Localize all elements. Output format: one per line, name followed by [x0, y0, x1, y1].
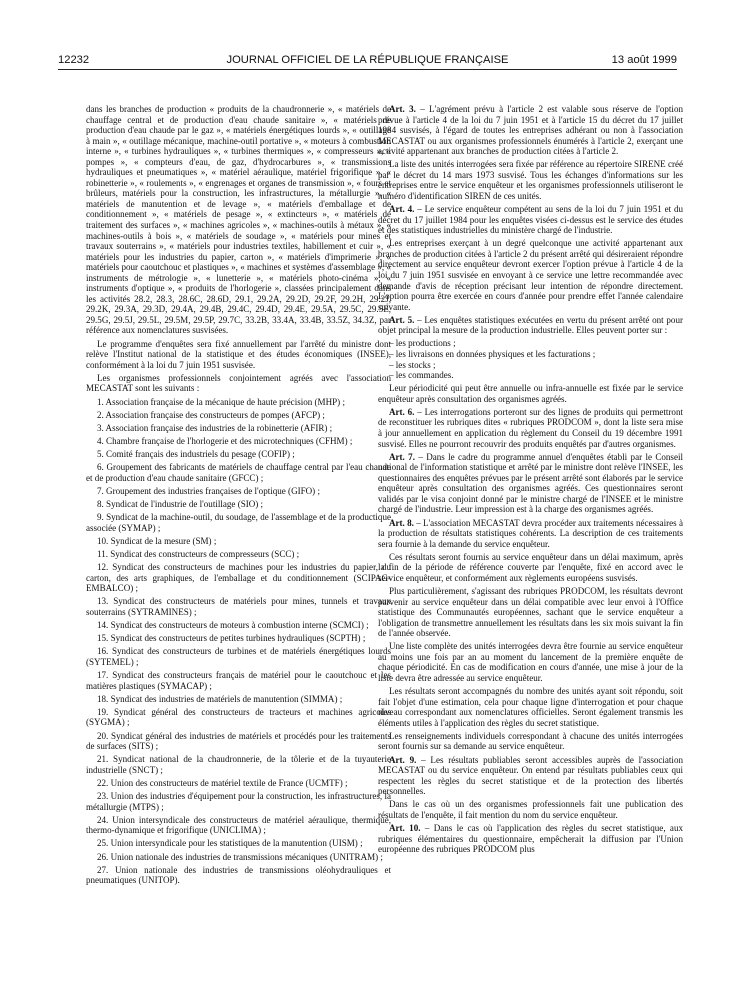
article-10	[378, 823, 683, 855]
article-6	[378, 407, 683, 449]
article-5-label: Art. 5.	[389, 314, 415, 325]
article-9-text: – Les résultats publiables seront accessibles auprès de l'association MECASTAT ou du service enquêteur. On entend par résultats publiables ceux qui respectent les règles du secret statistique et de la protection des libertés personnelles.	[378, 754, 683, 797]
organism-item: 19. Syndicat général des constructeurs de tracteurs et machines agricoles (SYGMA) ;	[86, 706, 391, 728]
organism-item: 27. Union nationale des industries de transmissions oléohydrauliques et pneumatiques (UNITOP).	[86, 864, 391, 886]
article-3-text: – L'agrément prévu à l'article 2 est valable sous réserve de l'option prévue à l'article 4 de la loi du 7 juin 1951 et à l'article 15 du décret du 17 juillet 1984 susvisés, à l'égard de toutes les entreprises adhérant ou non à l'association MECASTAT ou aux organismes professionnels énumérés à l'article 2, exerçant une activité appartenant aux branches de production citées à l'article 2.	[378, 104, 683, 157]
article-3-paragraph: La liste des unités interrogées sera fixée par référence au répertoire SIRENE créé par le décret du 14 mars 1973 susvisé. Tous les échanges d'informations sur les entreprises entre le service enquêteur et les organismes professionnels utiliseront le numéro d'identification SIREN de ces unités.	[378, 159, 683, 201]
programme-paragraph: Le programme d'enquêtes sera fixé annuellement par l'arrêté du ministre dont relève l'Institut national de la statistique et des études économiques (INSEE), conformément à la loi du 7 juin 1951 susvisée.	[86, 338, 391, 370]
article-5-text: – Les enquêtes statistiques exécutées en vertu du présent arrêté ont pour objet principal la mesure de la production industrielle. Elles peuvent porter sur :	[378, 314, 683, 336]
header-rule	[58, 69, 677, 70]
article-10-text: – Dans le cas où l'application des règles du secret statistique, aux rubriques élémentaires du questionnaire, empêcherait la diffusion par l'Union européenne des rubriques PRODCOM plus	[378, 823, 683, 855]
article-5	[378, 315, 683, 336]
organism-item: 13. Syndicat des constructeurs de matériels pour mines, tunnels et travaux souterrains (SYTRAMINES) ;	[86, 596, 391, 617]
organisms-intro: Les organismes professionnels conjointement agréés avec l'association MECASTAT sont les suivants :	[86, 372, 391, 394]
article-4-label: Art. 4.	[389, 204, 415, 215]
page-number: 12232	[58, 54, 90, 66]
list-item: – les stocks ;	[389, 359, 436, 370]
article-8-paragraph: Une liste complète des unités interrogées devra être fournie au service enquêteur au moins une fois par an au moment du lancement de la première enquête de chaque périodicité. En cas de modification en cours d'année, une mise à jour de la liste devra être adressée au service enquêteur.	[378, 641, 683, 684]
organism-item: 6. Groupement des fabricants de matériels de chauffage central par l'eau chaude et de production d'eau chaude sanitaire (GFCC) ;	[86, 462, 391, 483]
organism-item: 10. Syndicat de la mesure (SM) ;	[97, 535, 217, 546]
article-9-label: Art. 9.	[389, 754, 417, 765]
organism-item: 2. Association française des constructeurs de pompes (AFCP) ;	[97, 409, 325, 420]
article-6-label: Art. 6.	[389, 406, 415, 417]
publication-date: 13 août 1999	[611, 54, 677, 66]
journal-title: JOURNAL OFFICIEL DE LA RÉPUBLIQUE FRANÇAISE	[226, 54, 509, 66]
article-8-paragraph: Plus particulièrement, s'agissant des rubriques PRODCOM, les résultats devront parvenir au service enquêteur dans un délai compatible avec leur envoi à l'Office statistique des Communautés européennes, sachant que le service enquêteur a l'obligation de transmettre annuellement les résultats dans les six mois suivant la fin de l'année observée.	[378, 586, 683, 639]
list-item: – les livraisons en données physiques et les facturations ;	[389, 349, 596, 359]
article-4-paragraph: Les entreprises exerçant à un degré quelconque une activité appartenant aux branches de production citées à l'article 2 du présent arrêté qui désireraient répondre directement au service enquêteur devront exercer l'option prévue à l'article 4 de la loi du 7 juin 1951 susvisée en envoyant à ce service une lettre recommandée avec demande d'avis de réception précisant leur intention de répondre directement. L'option pourra être exercée en cours d'année pour prendre effet l'année calendaire suivante.	[378, 238, 683, 312]
article-7-label: Art. 7.	[389, 451, 415, 462]
organism-item: 23. Union des industries d'équipement pour la construction, les infrastructures, la métallurgie (MTPS) ;	[86, 791, 391, 812]
organism-item: 18. Syndicat des industries de matériels de manutention (SIMMA) ;	[97, 693, 343, 704]
organism-item: 3. Association française des industries de la robinetterie (AFIR) ;	[97, 422, 333, 433]
organism-item: 22. Union des constructeurs de matériel textile de France (UCMTF) ;	[97, 777, 348, 788]
article-8	[378, 518, 683, 550]
organism-item: 16. Syndicat des constructeurs de turbines et de matériels énergétiques lourds (SYTEMEL) ;	[86, 646, 391, 667]
article-5-list	[378, 338, 683, 380]
running-header	[58, 52, 677, 68]
article-8-text: – L'association MECASTAT devra procéder aux traitements nécessaires à la production de résultats statistiques cohérents. La description de ces traitements sera fournie à la demande du service enquêteur.	[378, 517, 683, 549]
article-7-text: – Dans le cadre du programme annuel d'enquêtes établi par le Conseil national de l'information statistique et arrêté par le ministre dont relève l'INSEE, les questionnaires des enquêtes prévues par le présent arrêté sont élaborés par le service enquêteur après consultation des organismes agréés. Ces questionnaires seront validés par le visa conjoint donné par le ministre chargé de l'INSEE et le ministre chargé de l'industrie. Leur impression est à la charge des organismes agréés.	[378, 451, 683, 515]
article-4-text: – Le service enquêteur compétent au sens de la loi du 7 juin 1951 et du décret du 17 juillet 1984 pour les enquêtes visées ci-dessus est le service des études et des statistiques industrielles du ministère chargé de l'industrie.	[378, 204, 683, 236]
article-4	[378, 204, 683, 236]
article-8-paragraph: Les résultats seront accompagnés du nombre des unités ayant soit répondu, soit fait l'objet d'une estimation, cela pour chaque ligne d'interrogation et pour chaque niveau correspondant aux nomenclatures officielles. Seront également transmis les éléments utiles à l'application des règles du secret statistique.	[378, 686, 683, 728]
organism-item: 15. Syndicat des constructeurs de petites turbines hydrauliques (SCPTH) ;	[97, 633, 366, 644]
intro-paragraph: dans les branches de production « produits de la chaudronnerie », « matériels de chauffage central et de production d'eau chaude sanitaire », « matériels de production d'eau chaude par le gaz », « matériels énergétiques lourds », « outillage à main », « outillage mécanique, machine-outil portative », « moteurs à combustion interne », « turbines hydrauliques », « turbines thermiques », « compresseurs », « pompes », « compteurs d'eau, de gaz, d'hydrocarbures », « transmissions hydrauliques et pneumatiques », « matériel aéraulique, matériel frigorifique », « robinetterie », « roulements », « engrenages et organes de transmission », « fours et brûleurs, matériels pour la construction, les infrastructures, la métallurgie », « matériels de manutention et de levage », « matériels d'emballage et de conditionnement », « matériels de pesage », « extincteurs », « matériels de traitement des surfaces », « machines agricoles », « machines-outils à métaux », « machines-outils à bois », « matériels de soudage », « matériels pour mines et travaux souterrains », « matériels pour industries textiles, habillement et cuir », « matériels pour les industries du papier, carton », « matériels d'imprimerie », « matériels pour caoutchouc et plastiques », « machines et systèmes d'assemblage », « instruments de métrologie », « lunetterie », « matériels photo-cinéma », « instruments d'optique », « produits de l'horlogerie », classées principalement dans les activités 28.2, 28.3, 28.6C, 28.6D, 29.1, 29.2A, 29.2D, 29.2F, 29.2H, 29.2J, 29.2K, 29.3A, 29.3D, 29.4A, 29.4B, 29.4C, 29.4D, 29.4E, 29.5A, 29.5C, 29.5E, 29.5G, 29.5J, 29.5L, 29.5M, 29.5P, 29.7C, 33.2B, 33.4A, 33.4B, 33.5Z, 34.3Z, par référence aux nomenclatures susvisées.	[86, 104, 391, 336]
article-3-label: Art. 3.	[389, 104, 416, 114]
organism-item: 14. Syndicat des constructeurs de moteurs à combustion interne (SCMCI) ;	[97, 620, 369, 631]
organism-item: 5. Comité français des industriels du pesage (COFIP) ;	[97, 449, 295, 460]
organism-item: 4. Chambre française de l'horlogerie et des microtechniques (CFHM) ;	[97, 435, 353, 446]
organism-item: 7. Groupement des industries françaises de l'optique (GIFO) ;	[97, 485, 320, 496]
article-6-text: – Les interrogations porteront sur des lignes de produits qui permettront de reconstituer les rubriques dites « rubriques PRODCOM », dont la liste sera mise à jour annuellement en application du règlement du Conseil du 19 décembre 1991 susvisé. Elles ne pourront recouvrir des produits enquêtés par d'autres organismes.	[378, 406, 683, 449]
left-column	[86, 104, 391, 888]
article-8-paragraph: Ces résultats seront fournis au service enquêteur dans un délai maximum, après la fin de la période de référence couverte par l'enquête, fixé en accord avec le service enquêteur, et conformément aux règlements européens susvisés.	[378, 551, 683, 583]
organism-item: 20. Syndicat général des industries de matériels et procédés pour les traitements de surfaces (SITS) ;	[86, 730, 391, 752]
article-7	[378, 452, 683, 515]
organism-item: 25. Union intersyndicale pour les statistiques de la manutention (UISM) ;	[97, 838, 363, 849]
article-9	[378, 755, 683, 797]
article-5-paragraph: Leur périodicité qui peut être annuelle ou infra-annuelle est fixée par le service enquêteur après consultation des organismes agréés.	[378, 383, 683, 404]
organism-item: 24. Union intersyndicale des constructeurs de matériel aéraulique, thermique, thermo-dynamique et frigorifique (UNICLIMA) ;	[86, 814, 391, 836]
organism-item: 21. Syndicat national de la chaudronnerie, de la tôlerie et de la tuyauterie industrielle (SNCT) ;	[86, 754, 391, 775]
organism-item: 9. Syndicat de la machine-outil, du soudage, de l'assemblage et de la productique associée (SYMAP) ;	[86, 512, 391, 533]
organism-item: 26. Union nationale des industries de transmissions mécaniques (UNITRAM) ;	[97, 851, 383, 862]
right-column	[378, 104, 683, 857]
organism-item: 11. Syndicat des constructeurs de compresseurs (SCC) ;	[97, 549, 300, 560]
organism-item: 8. Syndicat de l'industrie de l'outillage (SIO) ;	[97, 499, 264, 510]
article-3	[378, 104, 683, 157]
list-item: – les commandes.	[389, 370, 454, 381]
organism-item: 1. Association française de la mécanique de haute précision (MHP) ;	[97, 396, 345, 407]
article-8-paragraph: Les renseignements individuels correspondant à chacune des unités interrogées seront fournis sur sa demande au service enquêteur.	[378, 730, 683, 752]
list-item: – les productions ;	[389, 338, 456, 349]
article-9-paragraph: Dans le cas où un des organismes professionnels fait une publication des résultats de l'enquête, il fait mention du nom du service enquêteur.	[378, 799, 683, 820]
organism-item: 12. Syndicat des constructeurs de machines pour les industries du papier, du carton, des arts graphiques, de l'emballage et du conditionnement (SCIPAG-EMBALCO) ;	[86, 562, 391, 594]
article-10-label: Art. 10.	[389, 823, 421, 834]
article-8-label: Art. 8.	[389, 517, 414, 528]
organism-item: 17. Syndicat des constructeurs français de matériel pour le caoutchouc et les matières plastiques (SYMACAP) ;	[86, 670, 391, 691]
